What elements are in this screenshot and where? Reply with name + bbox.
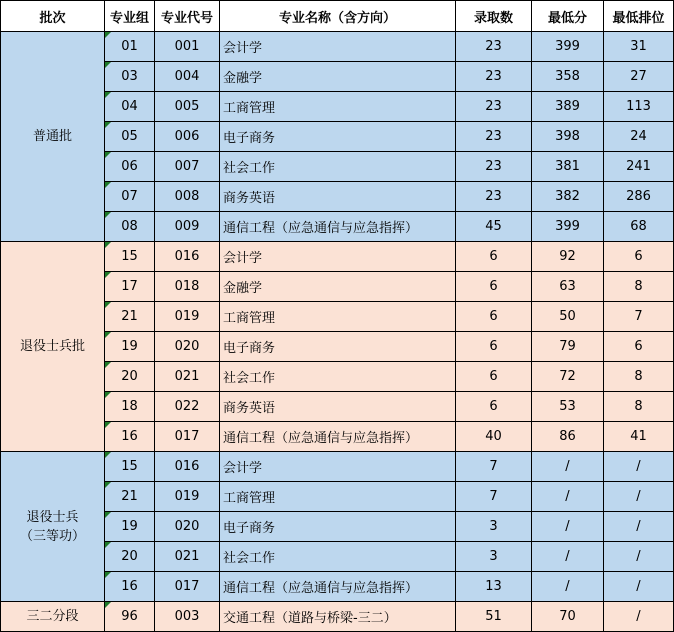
- code-cell: 001: [155, 32, 220, 62]
- min-score-cell: 399: [532, 212, 604, 242]
- min-score-cell: 399: [532, 32, 604, 62]
- min-rank-cell: 27: [604, 62, 674, 92]
- major-cell: 会计学: [220, 242, 456, 272]
- min-score-cell: /: [532, 512, 604, 542]
- header-major: 专业名称（含方向）: [220, 1, 456, 32]
- admitted-cell: 23: [456, 62, 532, 92]
- min-score-cell: 72: [532, 362, 604, 392]
- admitted-cell: 23: [456, 152, 532, 182]
- group-cell: 08: [105, 212, 155, 242]
- group-cell: 16: [105, 422, 155, 452]
- major-cell: 社会工作: [220, 362, 456, 392]
- code-cell: 020: [155, 512, 220, 542]
- major-cell: 交通工程（道路与桥梁-三二）: [220, 602, 456, 632]
- group-cell: 96: [105, 602, 155, 632]
- major-cell: 金融学: [220, 272, 456, 302]
- min-rank-cell: 113: [604, 92, 674, 122]
- min-score-cell: 79: [532, 332, 604, 362]
- admitted-cell: 6: [456, 272, 532, 302]
- min-score-cell: 50: [532, 302, 604, 332]
- min-rank-cell: 7: [604, 302, 674, 332]
- group-cell: 01: [105, 32, 155, 62]
- code-cell: 004: [155, 62, 220, 92]
- min-rank-cell: /: [604, 482, 674, 512]
- admitted-cell: 3: [456, 512, 532, 542]
- min-rank-cell: /: [604, 542, 674, 572]
- code-cell: 003: [155, 602, 220, 632]
- group-cell: 03: [105, 62, 155, 92]
- header-row: [1, 1, 674, 32]
- batch-cell: 退役士兵批: [1, 242, 105, 452]
- batch-cell: 三二分段: [1, 602, 105, 632]
- code-cell: 017: [155, 422, 220, 452]
- group-cell: 16: [105, 572, 155, 602]
- major-cell: 电子商务: [220, 122, 456, 152]
- code-cell: 021: [155, 362, 220, 392]
- table-row: [1, 452, 674, 482]
- group-cell: 04: [105, 92, 155, 122]
- admitted-cell: 13: [456, 572, 532, 602]
- min-rank-cell: 8: [604, 362, 674, 392]
- major-cell: 金融学: [220, 62, 456, 92]
- major-cell: 工商管理: [220, 482, 456, 512]
- min-rank-cell: 31: [604, 32, 674, 62]
- major-cell: 商务英语: [220, 392, 456, 422]
- code-cell: 020: [155, 332, 220, 362]
- min-rank-cell: 8: [604, 392, 674, 422]
- admitted-cell: 51: [456, 602, 532, 632]
- table-row: [1, 602, 674, 632]
- code-cell: 007: [155, 152, 220, 182]
- major-cell: 会计学: [220, 452, 456, 482]
- code-cell: 022: [155, 392, 220, 422]
- min-rank-cell: 8: [604, 272, 674, 302]
- group-cell: 17: [105, 272, 155, 302]
- min-score-cell: 63: [532, 272, 604, 302]
- min-rank-cell: 241: [604, 152, 674, 182]
- code-cell: 005: [155, 92, 220, 122]
- min-score-cell: 398: [532, 122, 604, 152]
- min-rank-cell: /: [604, 572, 674, 602]
- admitted-cell: 23: [456, 32, 532, 62]
- min-score-cell: /: [532, 482, 604, 512]
- table-row: [1, 32, 674, 62]
- min-rank-cell: 6: [604, 242, 674, 272]
- min-rank-cell: 41: [604, 422, 674, 452]
- min-score-cell: 92: [532, 242, 604, 272]
- min-rank-cell: 6: [604, 332, 674, 362]
- min-rank-cell: 286: [604, 182, 674, 212]
- group-cell: 19: [105, 512, 155, 542]
- code-cell: 017: [155, 572, 220, 602]
- major-cell: 电子商务: [220, 332, 456, 362]
- code-cell: 019: [155, 302, 220, 332]
- batch-cell: 普通批: [1, 32, 105, 242]
- min-score-cell: /: [532, 572, 604, 602]
- group-cell: 21: [105, 482, 155, 512]
- admitted-cell: 7: [456, 452, 532, 482]
- major-cell: 通信工程（应急通信与应急指挥）: [220, 422, 456, 452]
- major-cell: 商务英语: [220, 182, 456, 212]
- min-score-cell: 389: [532, 92, 604, 122]
- group-cell: 20: [105, 542, 155, 572]
- min-score-cell: /: [532, 542, 604, 572]
- header-batch: 批次: [1, 1, 105, 32]
- code-cell: 019: [155, 482, 220, 512]
- admitted-cell: 23: [456, 92, 532, 122]
- code-cell: 006: [155, 122, 220, 152]
- major-cell: 工商管理: [220, 302, 456, 332]
- header-min-score: 最低分: [532, 1, 604, 32]
- min-score-cell: 382: [532, 182, 604, 212]
- header-admitted: 录取数: [456, 1, 532, 32]
- group-cell: 06: [105, 152, 155, 182]
- min-score-cell: 358: [532, 62, 604, 92]
- group-cell: 15: [105, 242, 155, 272]
- code-cell: 016: [155, 242, 220, 272]
- min-score-cell: 53: [532, 392, 604, 422]
- group-cell: 20: [105, 362, 155, 392]
- min-rank-cell: /: [604, 512, 674, 542]
- admitted-cell: 7: [456, 482, 532, 512]
- batch-cell: 退役士兵 （三等功）: [1, 452, 105, 602]
- table-row: [1, 242, 674, 272]
- header-code: 专业代号: [155, 1, 220, 32]
- admitted-cell: 6: [456, 242, 532, 272]
- min-rank-cell: 68: [604, 212, 674, 242]
- min-rank-cell: /: [604, 452, 674, 482]
- min-score-cell: 381: [532, 152, 604, 182]
- major-cell: 社会工作: [220, 542, 456, 572]
- major-cell: 通信工程（应急通信与应急指挥）: [220, 212, 456, 242]
- admitted-cell: 40: [456, 422, 532, 452]
- code-cell: 008: [155, 182, 220, 212]
- admitted-cell: 23: [456, 182, 532, 212]
- major-cell: 工商管理: [220, 92, 456, 122]
- group-cell: 15: [105, 452, 155, 482]
- admitted-cell: 45: [456, 212, 532, 242]
- admitted-cell: 6: [456, 302, 532, 332]
- major-cell: 电子商务: [220, 512, 456, 542]
- group-cell: 07: [105, 182, 155, 212]
- admitted-cell: 23: [456, 122, 532, 152]
- min-rank-cell: /: [604, 602, 674, 632]
- code-cell: 021: [155, 542, 220, 572]
- admitted-cell: 6: [456, 392, 532, 422]
- code-cell: 016: [155, 452, 220, 482]
- min-score-cell: 70: [532, 602, 604, 632]
- major-cell: 通信工程（应急通信与应急指挥）: [220, 572, 456, 602]
- min-score-cell: 86: [532, 422, 604, 452]
- admitted-cell: 6: [456, 362, 532, 392]
- admitted-cell: 6: [456, 332, 532, 362]
- min-rank-cell: 24: [604, 122, 674, 152]
- major-cell: 会计学: [220, 32, 456, 62]
- code-cell: 018: [155, 272, 220, 302]
- group-cell: 19: [105, 332, 155, 362]
- group-cell: 21: [105, 302, 155, 332]
- min-score-cell: /: [532, 452, 604, 482]
- group-cell: 05: [105, 122, 155, 152]
- major-cell: 社会工作: [220, 152, 456, 182]
- header-group: 专业组: [105, 1, 155, 32]
- admitted-cell: 3: [456, 542, 532, 572]
- header-min-rank: 最低排位: [604, 1, 674, 32]
- code-cell: 009: [155, 212, 220, 242]
- group-cell: 18: [105, 392, 155, 422]
